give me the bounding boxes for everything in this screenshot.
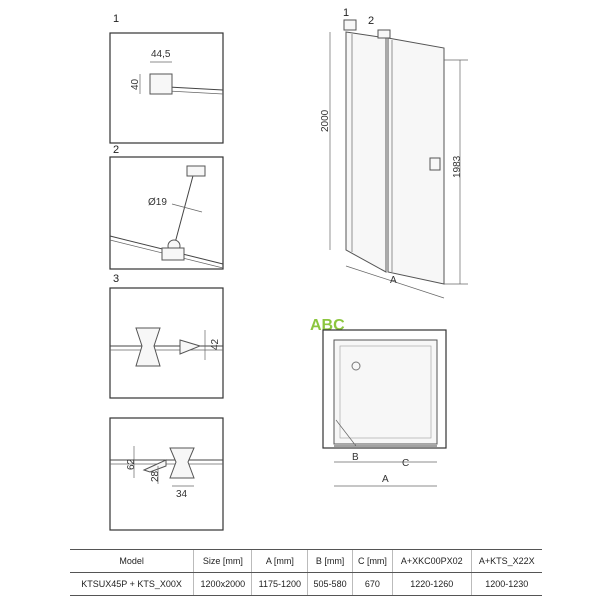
detail-3-handle [136,328,160,366]
detail-3-dim-height: 42 [210,338,221,350]
plan-dim-a: A [382,474,389,485]
detail-3-frame [110,288,223,398]
detail-1-dim-height: 40 [130,78,141,90]
front-wall-bracket [344,20,356,30]
spec-header-a-kts: A+KTS_X22X [471,550,542,573]
spec-cell-model: KTSUX45P + KTS_X00X [70,573,194,596]
watermark [310,317,345,334]
detail-3-seal [180,340,200,354]
detail-2-number: 2 [113,144,120,156]
spec-header-a: A [mm] [252,550,308,573]
spec-cell-c: 670 [352,573,392,596]
detail-4-dim-28: 28 [150,470,161,482]
detail-2-dim-line [172,204,202,212]
detail-1 [110,13,223,143]
front-dim-1983: 1983 [452,155,463,178]
spec-header-c: C [mm] [352,550,392,573]
spec-header-row [70,550,542,573]
spec-cell-a-kts: 1200-1230 [471,573,542,596]
front-top-hinge [378,30,390,38]
spec-header-size: Size [mm] [194,550,252,573]
detail-1-number: 1 [113,13,120,25]
front-callout-1: 1 [343,7,350,19]
detail-2-glass-clamp [162,248,184,260]
spec-cell-a: 1175-1200 [252,573,308,596]
detail-4 [110,418,223,530]
front-callout-2: 2 [368,15,375,27]
detail-2 [110,144,223,269]
watermark-logo: ABC [310,317,345,334]
detail-4-dim-34: 34 [176,489,188,500]
detail-4-dim-62: 62 [126,458,137,470]
plan-view [323,330,446,486]
detail-2-wall-mount [187,166,205,176]
front-view [320,7,468,298]
detail-2-dim-diameter: Ø19 [148,197,167,208]
detail-4-profile [144,460,166,472]
detail-3 [110,273,223,398]
spec-header-model: Model [70,550,194,573]
front-dim-a: A [390,275,397,286]
spec-cell-b: 505-580 [308,573,353,596]
detail-4-frame [110,418,223,530]
plan-dim-c: C [402,458,410,469]
spec-data-row [70,573,542,596]
front-dim-2000: 2000 [320,109,331,132]
spec-table [70,549,542,596]
spec-header-a-xkc: A+XKC00PX02 [392,550,471,573]
detail-3-number: 3 [113,273,120,285]
detail-1-dim-width: 44,5 [151,49,171,60]
detail-1-clamp [150,74,172,94]
spec-cell-a-xkc: 1220-1260 [392,573,471,596]
spec-cell-size: 1200x2000 [194,573,252,596]
spec-header-b: B [mm] [308,550,353,573]
front-handle [430,158,440,170]
plan-shower-tray [334,340,437,444]
detail-4-handle [170,448,194,478]
plan-dim-b: B [352,452,359,463]
